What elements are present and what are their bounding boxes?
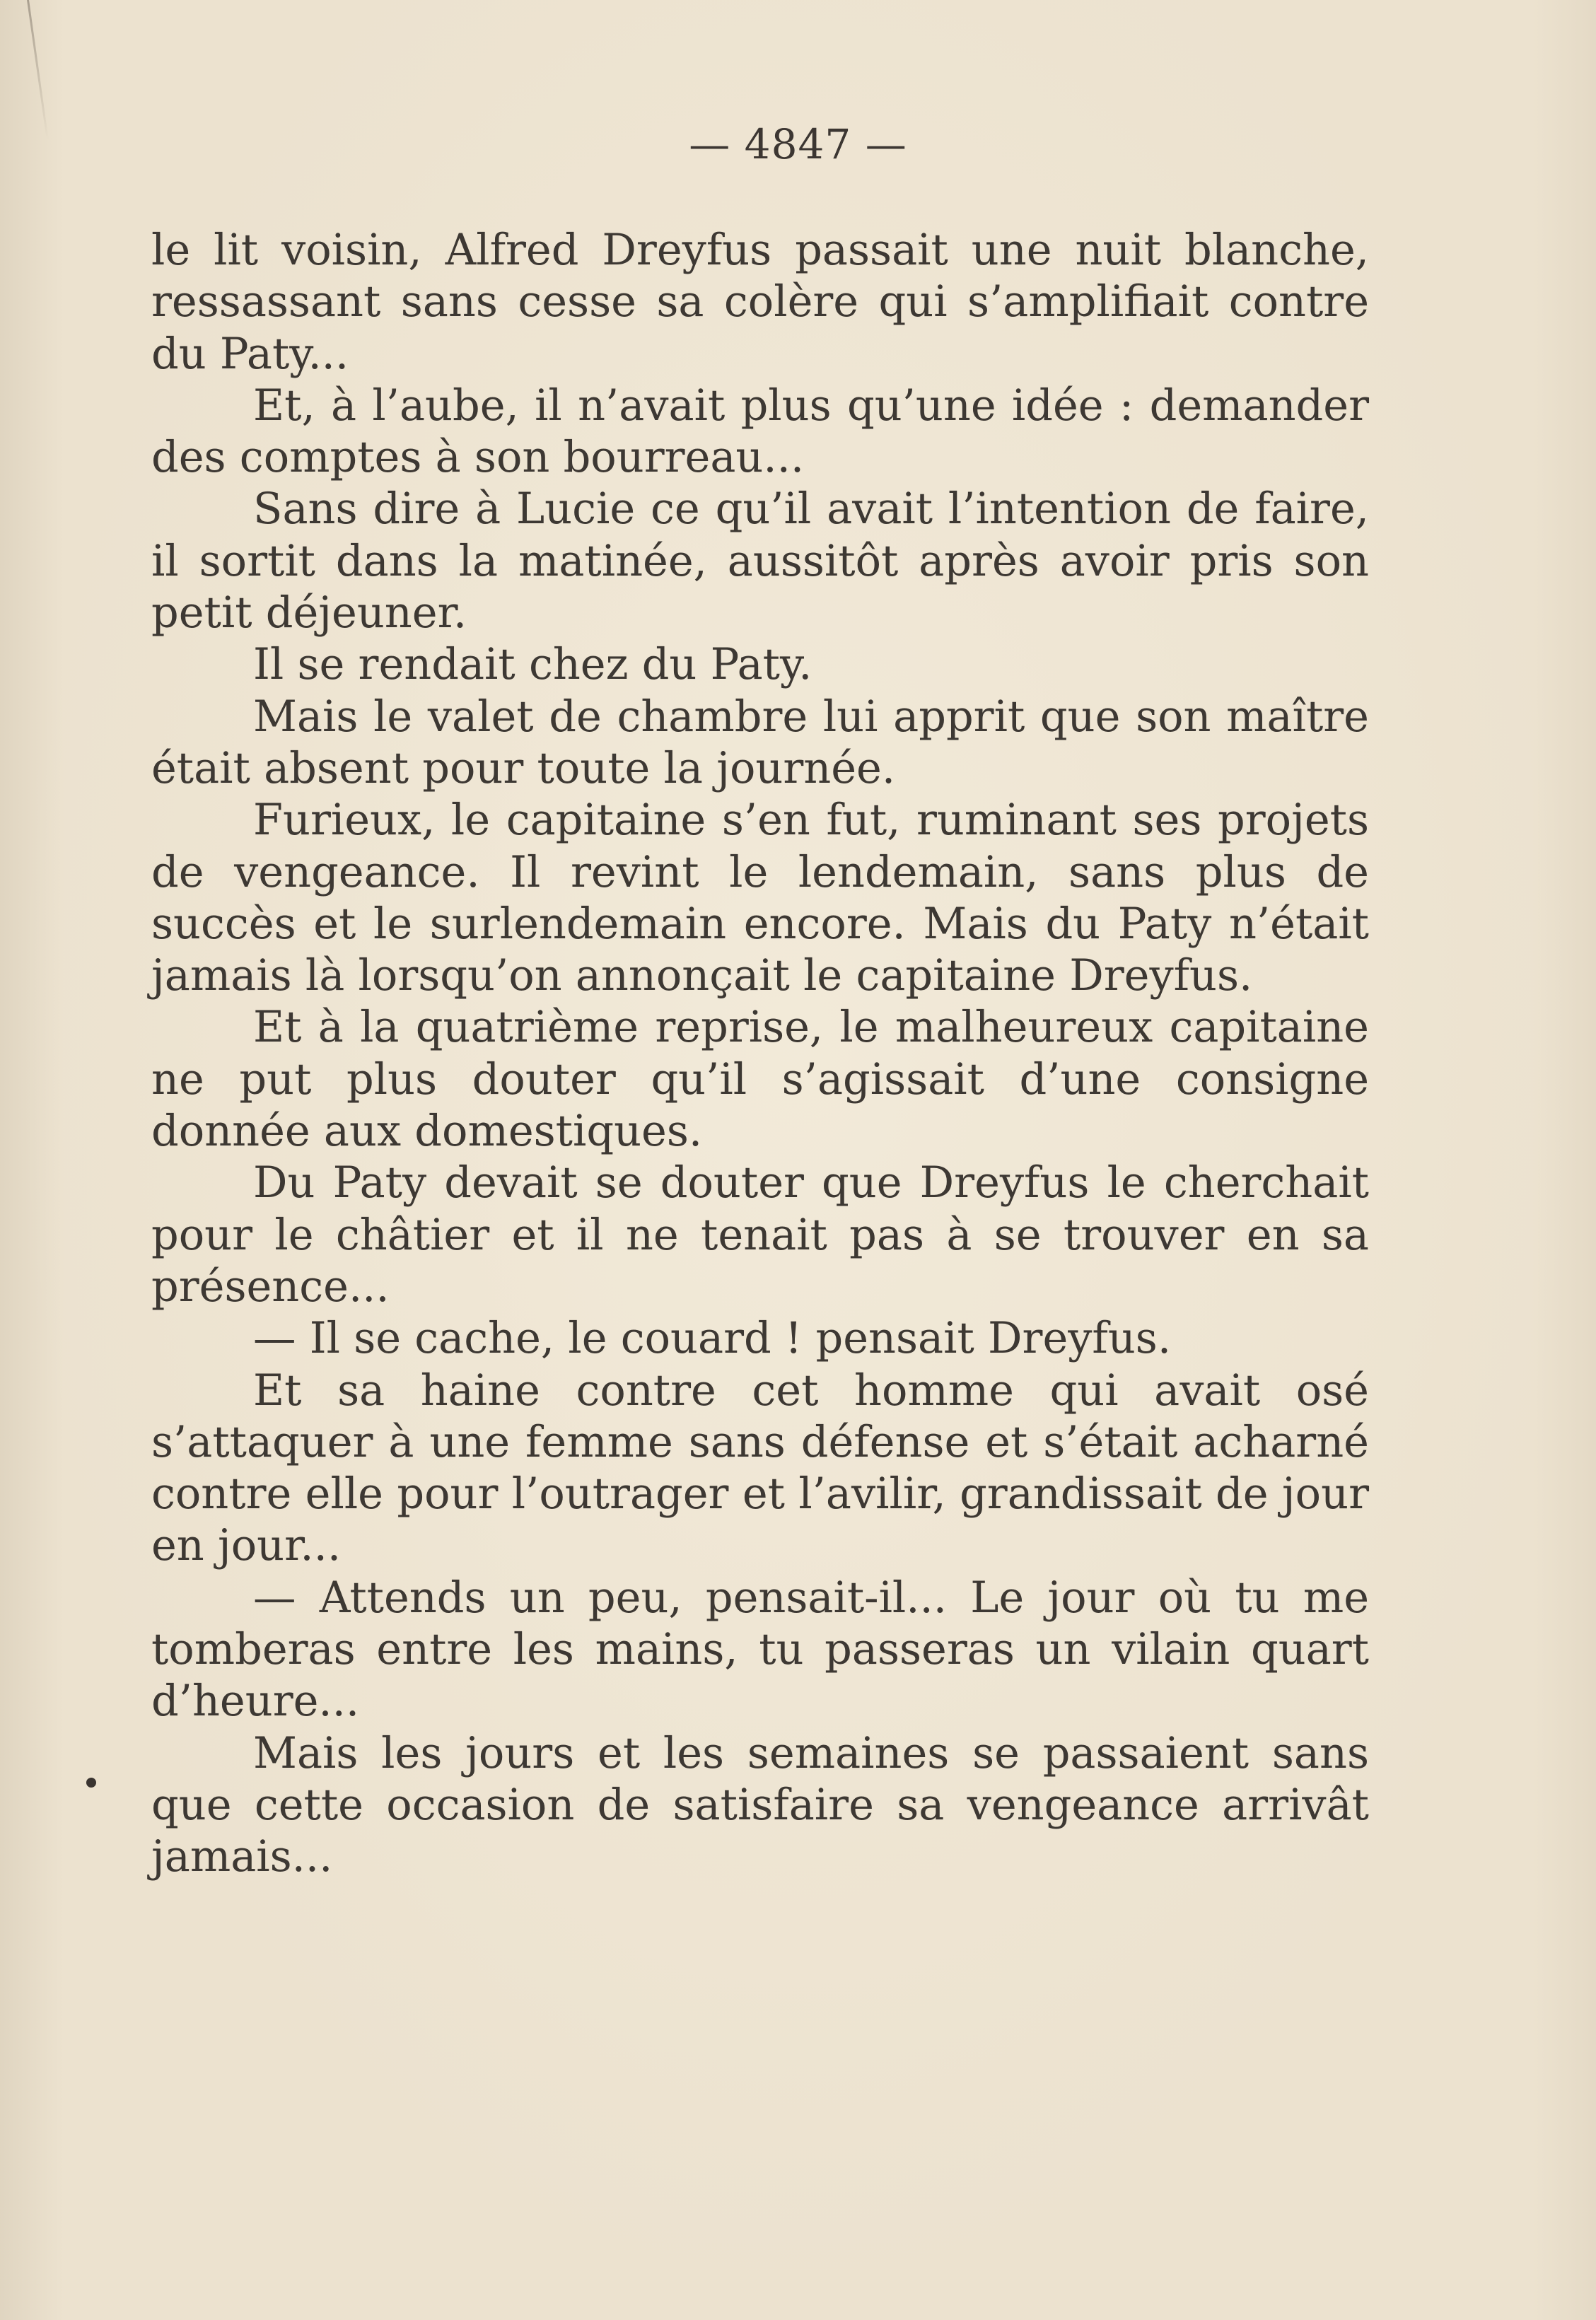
paragraph-7: Et à la quatrième reprise, le malheureux capitaine ne put plus douter qu’il s’agissait d’une consigne donnée aux domestiques.	[151, 1003, 1369, 1157]
paragraph-11: — Attends un peu, pensait-il... Le jour où tu me tomberas entre les mains, tu passeras un vilain quart d’heure...	[151, 1573, 1369, 1727]
paragraph-4: Il se rendait chez du Paty.	[253, 640, 812, 690]
page-number: — 4847 —	[689, 120, 907, 168]
paragraph-12: Mais les jours et les semaines se passaient sans que cette occasion de satisfaire sa vengeance arrivât jamais...	[151, 1728, 1369, 1882]
paragraph-8: Du Paty devait se douter que Dreyfus le cherchait pour le châtier et il ne tenait pas à se trouver en sa présence...	[151, 1158, 1369, 1312]
paragraph-10: Et sa haine contre cet homme qui avait osé s’attaquer à une femme sans défense et s’était acharné contre elle pour l’outrager et l’avilir, grandissait de jour en jour...	[151, 1365, 1369, 1571]
margin-dot	[86, 1778, 96, 1788]
paragraph-3: Sans dire à Lucie ce qu’il avait l’intention de faire, il sortit dans la matinée, aussitôt après avoir pris son petit déjeuner.	[151, 484, 1369, 639]
paragraph-2: Et, à l’aube, il n’avait plus qu’une idée : demander des comptes à son bourreau...	[151, 380, 1369, 483]
paragraph-1: le lit voisin, Alfred Dreyfus passait une nuit blanche, ressassant sans cesse sa colère qui s’amplifiait contre du Paty...	[151, 226, 1369, 379]
paragraph-9: — Il se cache, le couard ! pensait Dreyfus.	[253, 1314, 1172, 1364]
paragraph-5: Mais le valet de chambre lui apprit que son maître était absent pour toute la journée.	[151, 692, 1369, 793]
paragraph-6: Furieux, le capitaine s’en fut, ruminant ses projets de vengeance. Il revint le lendemain, sans plus de succès et le surlendemain encore. Mais du Paty n’était jamais là lorsqu’on annonçait le capitaine Dreyfus.	[151, 795, 1369, 1001]
binding-shadow	[27, 0, 49, 140]
body-text	[151, 225, 1369, 1884]
